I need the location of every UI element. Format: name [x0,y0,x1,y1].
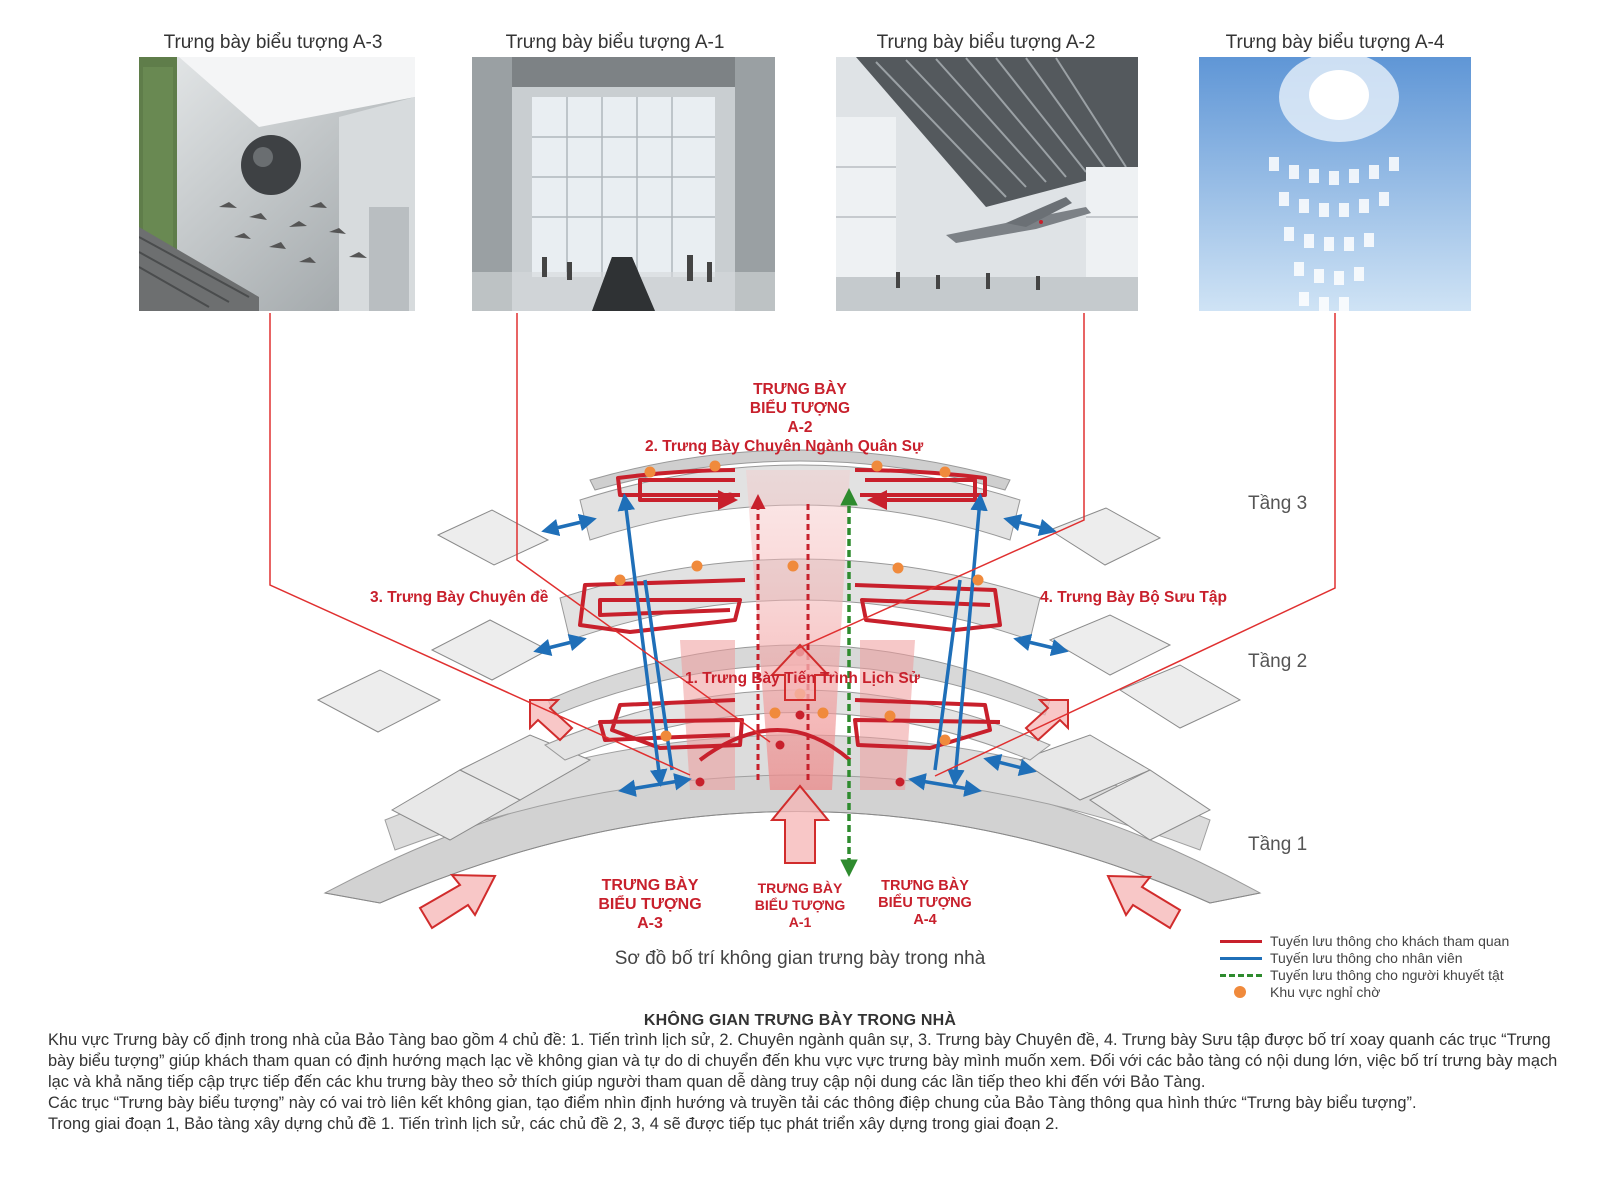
photo-label-a3: Trưng bày biểu tượng A-3 [163,32,383,53]
label-zone-2: 2. Trưng Bày Chuyên Ngành Quân Sự [645,438,924,455]
paragraph-1: Khu vực Trưng bày cố định trong nhà của Bảo Tàng bao gồm 4 chủ đề: 1. Tiến trình lịch sử, 2. Chuyên ngành quân sự, 3. Trưng bày Chuyên đề, 4. Trưng bày Sưu tập được bố trí xoay quanh các trục “Trưng bày biểu tượng” giúp khách tham quan có định hướng mạch lạc về không gian và tự do di chuyển đến khu vực vực trưng bày mình muốn xem. Đối với các bảo tàng có nội dung lớn, việc bố trí trưng bày mạch lạc và khả năng tiếp cập trực tiếp đến các khu trưng bày theo sở thích giúp người tham quan dễ dàng truy cập nội dung các lần tiếp theo khi đến với Bảo Tàng. [48,1031,1558,1091]
section-body [48,1030,1568,1135]
legend-item-rest: Khu vực nghỉ chờ [1216,983,1509,1000]
paragraph-3: Trong giai đoạn 1, Bảo tàng xây dựng chủ đề 1. Tiến trình lịch sử, các chủ đề 2, 3, 4 sẽ được tiếp tục phát triển xây dựng trong giai đoạn 2. [48,1115,1059,1133]
paragraph-2: Các trục “Trưng bày biểu tượng” này có vai trò liên kết không gian, tạo điểm nhìn định hướng và truyền tải các thông điệp chung của Bảo Tàng thông qua hình thức “Trưng bày biểu tượng”. [48,1094,1417,1112]
legend-item-disabled: Tuyến lưu thông cho người khuyết tật [1216,966,1509,983]
section-title: KHÔNG GIAN TRƯNG BÀY TRONG NHÀ [643,1012,957,1029]
label-bottom-a4: TRƯNG BÀY BIỂU TƯỢNG A-4 [878,878,972,928]
label-bottom-a3: TRƯNG BÀY BIỂU TƯỢNG A-3 [598,877,702,932]
photo-label-a1: Trưng bày biểu tượng A-1 [505,32,725,53]
diagram-caption: Sơ đồ bố trí không gian trưng bày trong nhà [614,948,986,969]
label-bottom-a1: TRƯNG BÀY BIỂU TƯỢNG A-1 [754,880,846,930]
photo-label-a4: Trưng bày biểu tượng A-4 [1225,32,1445,53]
floor-label-1: Tầng 1 [1248,834,1308,855]
legend [1216,932,1509,1000]
photo-label-a2: Trưng bày biểu tượng A-2 [876,32,1096,53]
legend-item-visitor: Tuyến lưu thông cho khách tham quan [1216,932,1509,949]
label-zone-1: 1. Trưng Bày Tiến Trình Lịch Sử [685,670,920,687]
label-zone-3: 3. Trưng Bày Chuyên đề [370,589,549,606]
entry-arrow-a3 [420,875,495,928]
central-atria [680,470,915,790]
floor-label-3: Tầng 3 [1248,493,1308,514]
label-zone-4: 4. Trưng Bày Bộ Sưu Tập [1040,589,1227,606]
legend-item-staff: Tuyến lưu thông cho nhân viên [1216,949,1509,966]
floor-label-2: Tầng 2 [1248,651,1308,672]
label-top-a2: TRƯNG BÀY BIỂU TƯỢNG A-2 [749,381,851,436]
